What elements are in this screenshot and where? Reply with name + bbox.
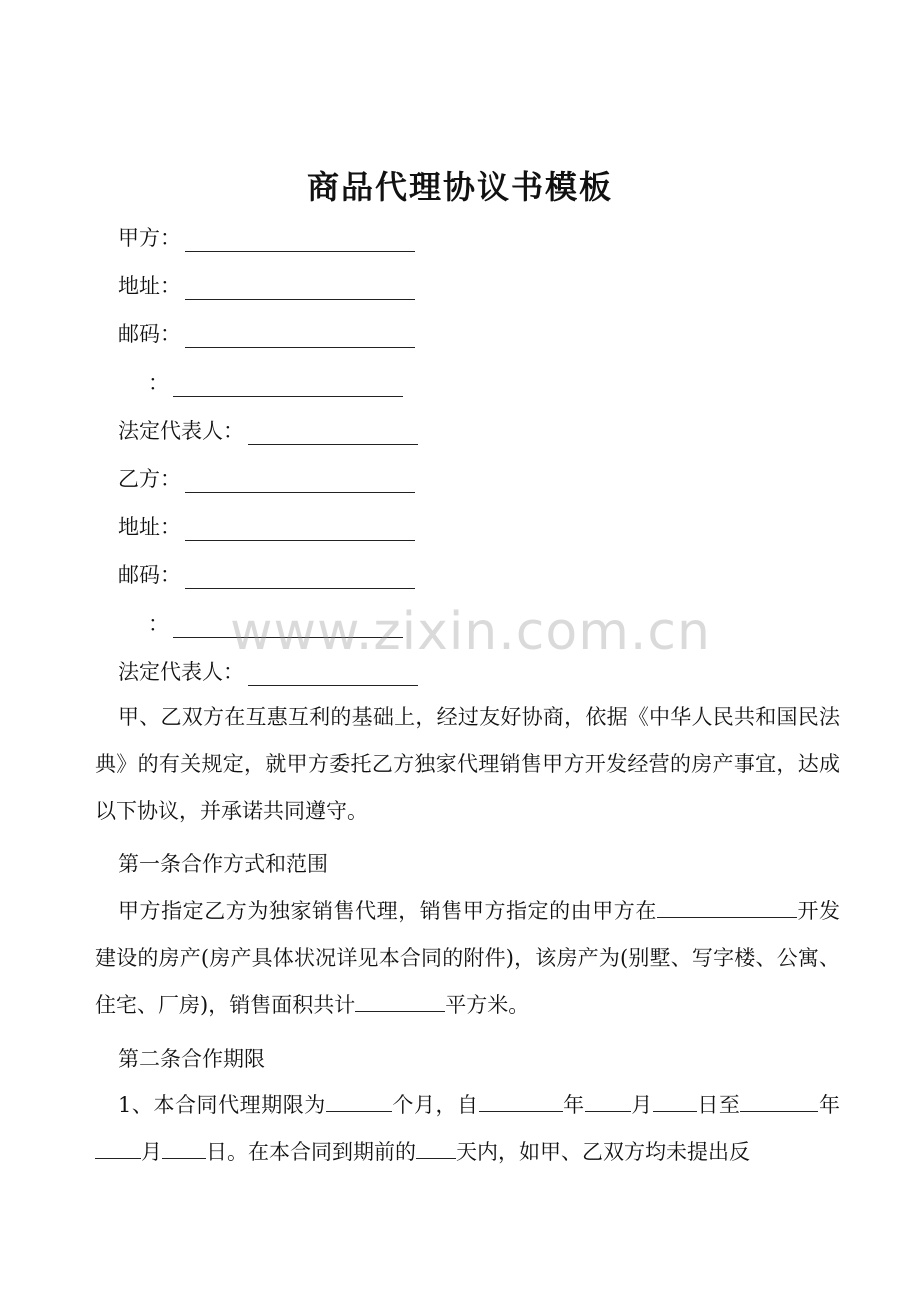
article-2-t7: 月 [141, 1140, 162, 1164]
party-b-address-field [118, 511, 415, 541]
party-b-blank [185, 470, 415, 493]
article-2-t9: 天内，如甲、乙双方均未提出反 [456, 1140, 750, 1164]
start-day-blank [653, 1091, 697, 1112]
article-2-t6: 年 [818, 1093, 841, 1117]
party-a-blank [185, 229, 415, 252]
party-a-phone-field [148, 367, 403, 397]
article-1-heading: 第一条合作方式和范围 [118, 852, 328, 876]
party-a-phone-label: ： [148, 371, 169, 395]
article-2-heading: 第二条合作期限 [118, 1047, 265, 1071]
article-2-paragraph [95, 1082, 840, 1176]
end-year-blank [740, 1091, 818, 1112]
party-a-address-blank [185, 277, 415, 300]
party-b-address-label: 地址： [118, 515, 181, 539]
party-b-postcode-label: 邮码： [118, 563, 181, 587]
article-1-text-b: 开发建设的房产(房产具体状况详见本合同的附件)，该房产为(别墅、写字楼、公寓、住宅、厂房)，销售面积共计 [95, 899, 841, 1017]
article-2-t2: 个月，自 [391, 1093, 479, 1117]
end-day-blank [162, 1138, 206, 1159]
end-month-blank [95, 1138, 141, 1159]
party-b-postcode-field [118, 559, 415, 589]
article-1-text-a: 甲方指定乙方为独家销售代理，销售甲方指定的由甲方在 [118, 899, 657, 923]
article-2-t1: 1、本合同代理期限为 [118, 1093, 326, 1117]
party-b-label: 乙方： [118, 467, 181, 491]
intro-paragraph: 甲、乙双方在互惠互利的基础上，经过友好协商，依据《中华人民共和国民法典》的有关规定，就甲方委托乙方独家代理销售甲方开发经营的房产事宜，达成以下协议，并承诺共同遵守。 [95, 705, 840, 823]
article-1-paragraph [95, 888, 840, 1029]
party-b-postcode-blank [185, 566, 415, 589]
article-2-t5: 日至 [696, 1093, 741, 1117]
months-blank [326, 1091, 392, 1112]
party-b-address-blank [185, 518, 415, 541]
article-2-t8: 日。在本合同到期前的 [206, 1140, 416, 1164]
party-a-postcode-label: 邮码： [118, 322, 181, 346]
party-a-address-label: 地址： [118, 274, 181, 298]
start-month-blank [585, 1091, 631, 1112]
article-2-t3: 年 [562, 1093, 585, 1117]
watermark: www.zixin.com.cn [230, 602, 711, 662]
document-title: 商品代理协议书模板 [306, 168, 613, 206]
start-year-blank [479, 1091, 563, 1112]
area-blank [355, 991, 445, 1012]
party-a-postcode-blank [185, 325, 415, 348]
party-a-phone-blank [173, 374, 403, 397]
party-a-label: 甲方： [118, 226, 181, 250]
article-1-text-c: 平方米。 [445, 993, 530, 1017]
location-blank [657, 897, 797, 918]
notice-days-blank [416, 1138, 456, 1159]
party-a-rep-label: 法定代表人： [118, 419, 244, 443]
article-2-t4: 月 [630, 1093, 653, 1117]
party-a-rep-blank [248, 422, 418, 445]
party-a-rep-field [118, 415, 418, 445]
party-b-field [118, 463, 415, 493]
party-a-postcode-field [118, 318, 415, 348]
party-a-address-field [118, 270, 415, 300]
party-b-rep-blank [248, 663, 418, 686]
party-b-phone-label: ： [148, 612, 169, 636]
party-b-rep-label: 法定代表人： [118, 660, 244, 684]
party-a-field [118, 222, 415, 252]
